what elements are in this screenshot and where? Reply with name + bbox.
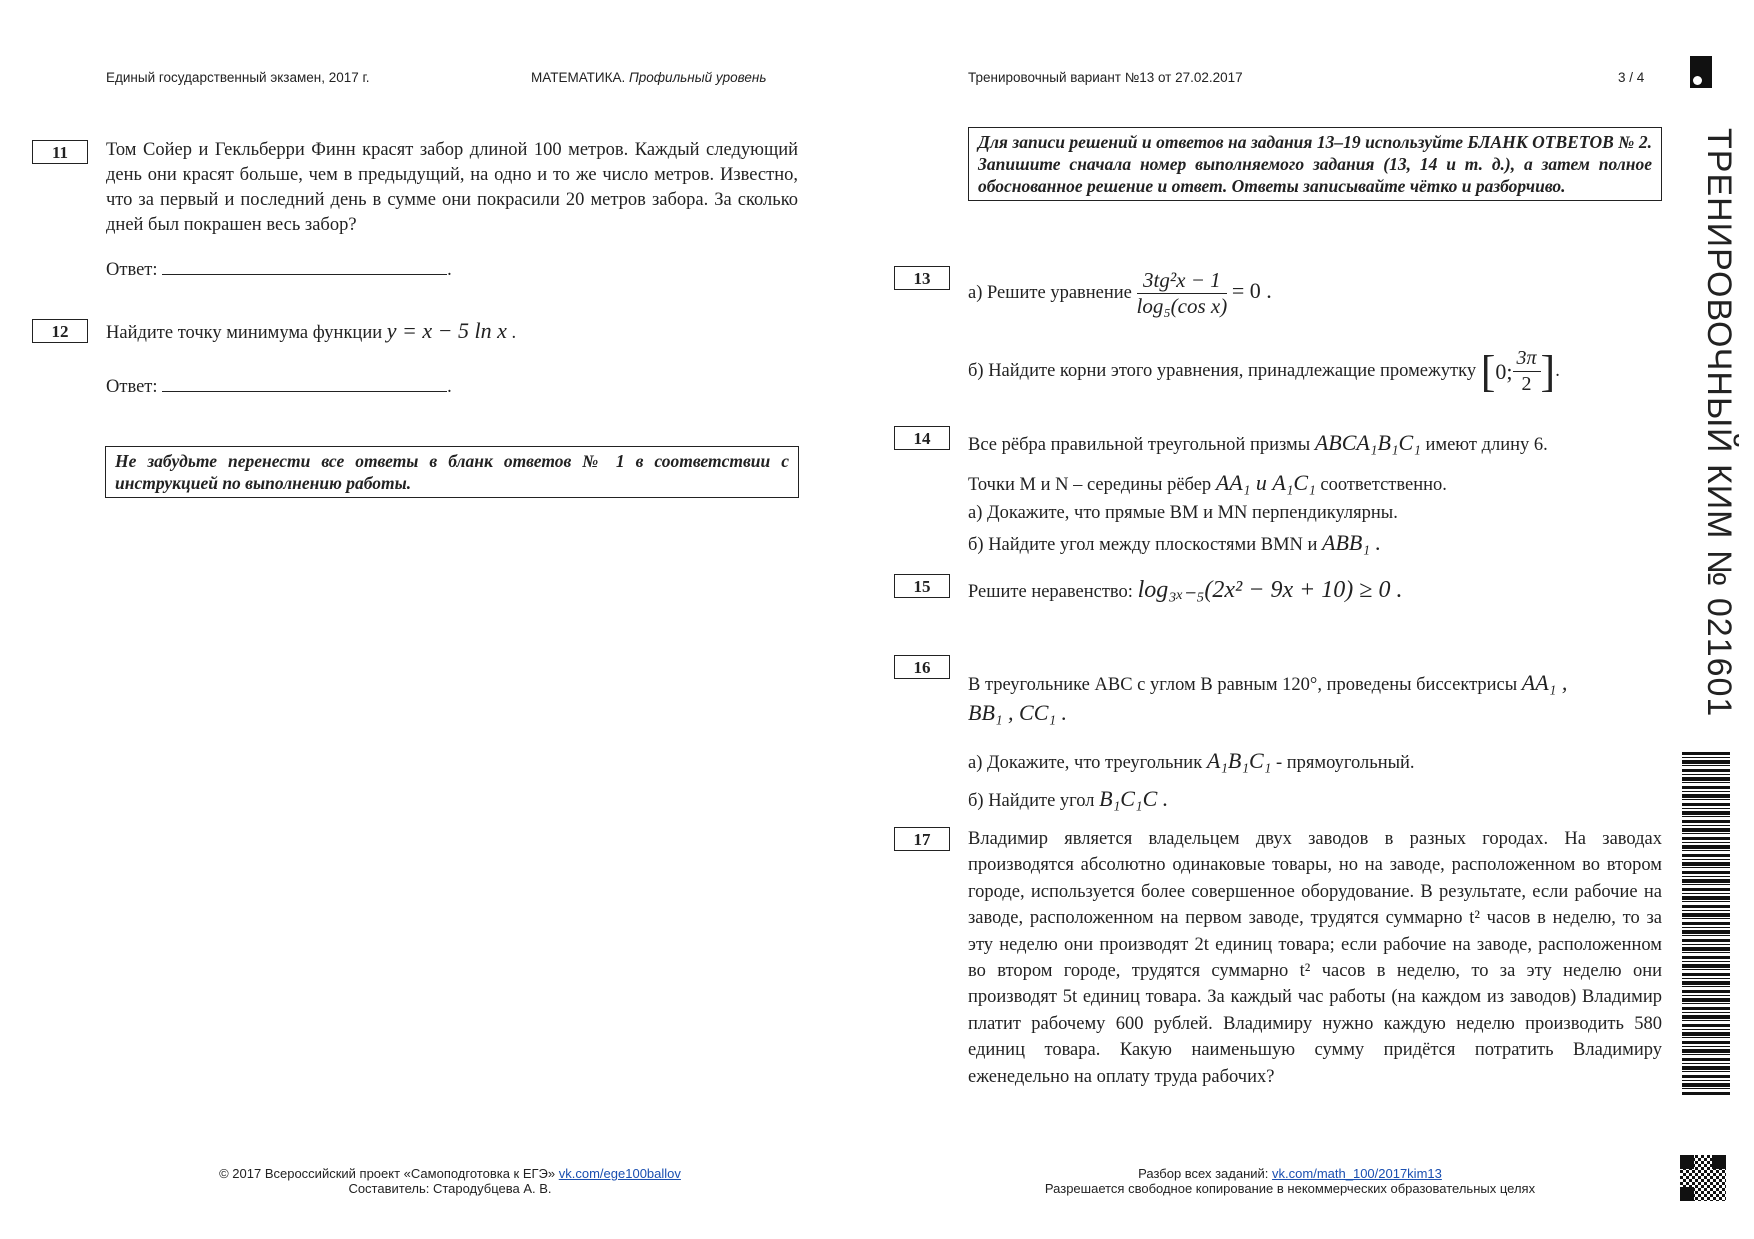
- task-13-number: 13: [894, 266, 950, 290]
- task-16-line-1-text: В треугольнике ABC с углом B равным 120°, проведены биссектрисы: [968, 675, 1518, 695]
- task-14-line-1-text: Все рёбра правильной треугольной призмы: [968, 435, 1311, 455]
- header-page-number: 3 / 4: [1618, 70, 1645, 85]
- task-12-question: Найдите точку минимума функции: [106, 323, 383, 343]
- task-16-triangle-formula: A₁B₁C₁: [1206, 748, 1272, 773]
- task-14-edges-formula: AA₁ и A₁C₁: [1215, 470, 1316, 495]
- barcode-image: [1682, 752, 1730, 1097]
- task-17-number: 17: [894, 827, 950, 851]
- task-11-answer-label: Ответ:: [106, 260, 158, 280]
- task-16-line-1: [968, 670, 1567, 698]
- task-14-line-4-text: б) Найдите угол между плоскостями BMN и: [968, 535, 1318, 555]
- header-exam: Единый государственный экзамен, 2017 г.: [106, 70, 370, 85]
- corner-marker: [1690, 56, 1712, 88]
- task-17-text: Владимир является владельцем двух заводов в разных городах. На заводах производятся абсолютно одинаковые товары, но на заводе, расположенном во втором городе, используется более совершенное оборудование. В результате, если рабочие на заводе, расположенном на первом заводе, трудятся суммарно t² часов в неделю, то за эту неделю они производят 2t единиц товара; если рабочие на заводе, расположенном во втором городе, трудятся суммарно t² часов в неделю, то за эту неделю они производят 5t единиц товара. За каждый час работы (на каждом из заводов) Владимир платит рабочему 600 рублей. Владимиру нужно каждую неделю производить 580 единиц товара. Какую наименьшую сумму придётся потратить Владимиру еженедельно на оплату труда рабочих?: [968, 829, 1662, 1087]
- task-15-formula: log₃ₓ₋₅(2x² − 9x + 10) ≥ 0 .: [1137, 577, 1403, 603]
- task-14-line-2: [968, 470, 1447, 498]
- task-16-angle-formula: B₁C₁C .: [1099, 786, 1169, 811]
- footer-right-link[interactable]: vk.com/math_100/2017kim13: [1272, 1166, 1442, 1181]
- task-13-part-a: [968, 268, 1272, 319]
- task-16-line-3: [968, 786, 1168, 814]
- task-14-line-4: [968, 530, 1381, 558]
- qr-code-image: [1680, 1155, 1726, 1201]
- task-13-a-fraction: [1137, 268, 1228, 319]
- task-12-answer-line[interactable]: [162, 375, 447, 392]
- task-13-a-rhs: = 0 .: [1231, 277, 1272, 303]
- header-subject-name: МАТЕМАТИКА.: [531, 70, 626, 85]
- task-14-line-1-end: имеют длину 6.: [1425, 435, 1548, 455]
- task-12-number: 12: [32, 319, 88, 343]
- footer-analysis-label: Разбор всех заданий:: [1138, 1166, 1269, 1181]
- task-12-text: Найдите точку минимума функции y = x − 5 ln x .: [106, 318, 517, 343]
- task-13-b-fraction: [1513, 346, 1541, 397]
- task-11-answer: Ответ: .: [106, 260, 452, 280]
- footer-project: © 2017 Всероссийский проект «Самоподготовка к ЕГЭ»: [219, 1166, 556, 1181]
- task-13-b-label: б) Найдите корни этого уравнения, принадлежащие промежутку: [968, 360, 1477, 381]
- task-15-text: Решите неравенство:: [968, 582, 1133, 602]
- task-13-part-b: б) Найдите корни этого уравнения, принадлежащие промежутку [0; $\frac{3\pi}{2}$ ].: [968, 347, 1560, 396]
- header-subject: [531, 70, 766, 85]
- task-14-line-2-text: Точки M и N – середины рёбер: [968, 475, 1212, 495]
- task-14-number: 14: [894, 426, 950, 450]
- task-16-line-3-text: б) Найдите угол: [968, 791, 1095, 811]
- task-12-answer-label: Ответ:: [106, 377, 158, 397]
- task-16-line-2-end: - прямоугольный.: [1275, 753, 1415, 773]
- task-13-a-label: а) Решите уравнение: [968, 282, 1132, 303]
- task-13-b-denominator: 2: [1521, 373, 1532, 395]
- footer-left-link[interactable]: vk.com/ege100ballov: [558, 1166, 681, 1181]
- task-14-line-1: [968, 430, 1548, 458]
- task-13-a-numerator: 3tg²x − 1: [1137, 268, 1228, 294]
- footer-left-line-1: [160, 1166, 740, 1181]
- task-16-line-1b: [968, 700, 1067, 728]
- task-13-b-left: 0;: [1495, 359, 1513, 384]
- task-16-bisectors-bc: BB₁ , CC₁ .: [968, 700, 1068, 725]
- header-variant: Тренировочный вариант №13 от 27.02.2017: [968, 70, 1243, 85]
- task-16-line-2: [968, 748, 1415, 776]
- task-16-bisector-a: AA₁ ,: [1521, 670, 1568, 695]
- task-12-answer: Ответ: .: [106, 377, 452, 397]
- task-14-line-3: а) Докажите, что прямые BM и MN перпендикулярны.: [968, 503, 1398, 523]
- side-title-text: ТРЕНИРОВОЧНЫЙ КИМ № 021601: [1700, 128, 1738, 718]
- task-14-plane-formula: ABB₁ .: [1322, 530, 1382, 555]
- task-11-number: 11: [32, 140, 88, 164]
- side-title: [1700, 128, 1740, 728]
- header-level: Профильный уровень: [628, 70, 767, 85]
- task-16-number: 16: [894, 655, 950, 679]
- task-15-number: 15: [894, 574, 950, 598]
- task-16-line-2-text: а) Докажите, что треугольник: [968, 753, 1203, 773]
- instruction-box: Для записи решений и ответов на задания 13–19 используйте БЛАНК ОТВЕТОВ № 2. Запишите сначала номер выполняемого задания (13, 14 и т. д.), а затем полное обоснованное решение и ответ. Ответы записывайте чётко и разборчиво.: [968, 127, 1662, 201]
- footer-right: [1000, 1166, 1580, 1196]
- task-15-line: [968, 578, 1402, 605]
- footer-license: Разрешается свободное копирование в некоммерческих образовательных целях: [1044, 1181, 1536, 1196]
- task-12-formula: y = x − 5 ln x: [386, 318, 507, 343]
- task-14-prism-formula: ABCA₁B₁C₁: [1314, 430, 1421, 455]
- footer-author: Составитель: Стародубцева А. В.: [348, 1181, 552, 1196]
- footer-right-line-1: [1000, 1166, 1580, 1181]
- footer-left: [160, 1166, 740, 1196]
- reminder-box: Не забудьте перенести все ответы в бланк ответов № 1 в соответствии с инструкцией по выполнению работы.: [105, 446, 799, 498]
- task-13-b-numerator: 3π: [1513, 346, 1541, 372]
- task-14-line-2-end: соответственно.: [1320, 475, 1447, 495]
- task-11-text: Том Сойер и Гекльберри Финн красят забор длиной 100 метров. Каждый следующий день они красят больше, чем в предыдущий, на одно и то же число метров. Известно, что за первый и последний день в сумме они покрасили 20 метров забора. За сколько дней был покрашен весь забор?: [106, 140, 798, 235]
- task-13-a-denominator: log₅(cos x): [1136, 294, 1228, 318]
- task-11-answer-line[interactable]: [162, 258, 447, 275]
